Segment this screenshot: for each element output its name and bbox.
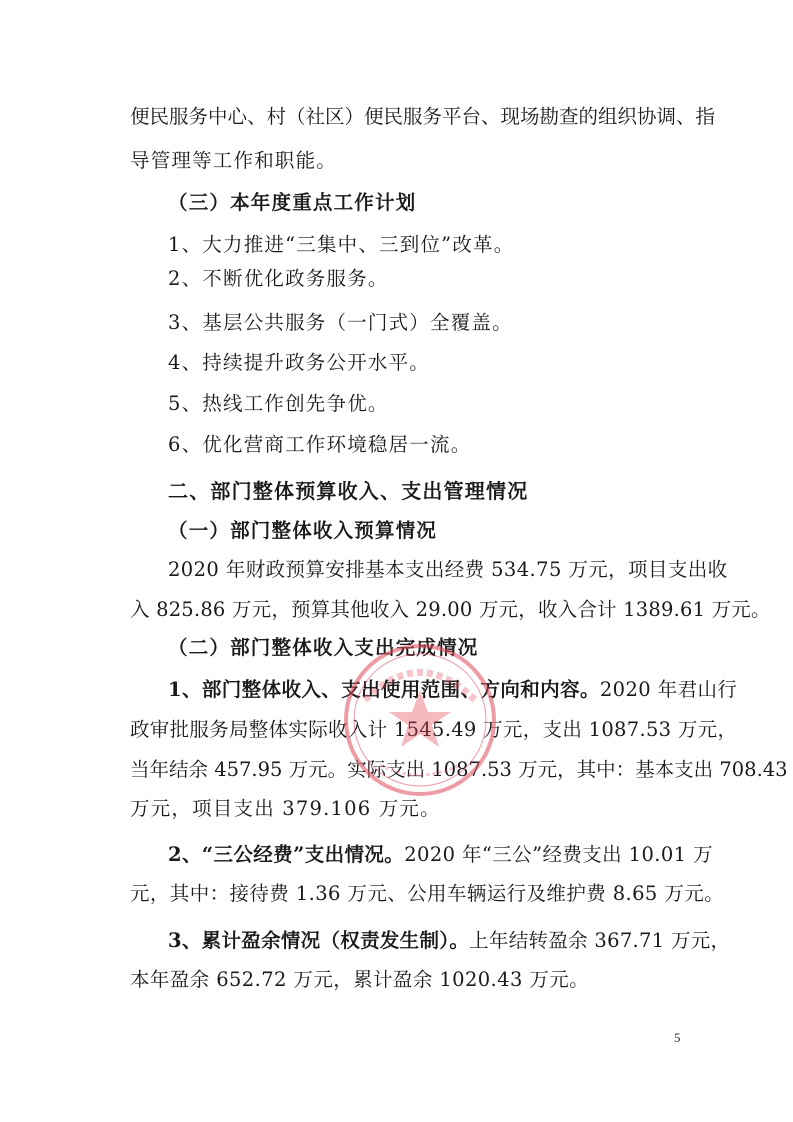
section-heading: （二）部门整体收入支出完成情况 [168,636,479,659]
text-line: 导管理等工作和职能。 [130,149,338,172]
list-item: 1、大力推进“三集中、三到位”改革。 [168,233,515,256]
section-heading: （一）部门整体收入预算情况 [168,519,438,542]
text-line: 政审批服务局整体实际收入计 1545.49 万元，支出 1087.53 万元， [130,718,738,741]
list-item: 2、不断优化政务服务。 [168,267,389,290]
text-run: 上年结转盈余 367.71 万元， [469,929,731,952]
text-line: 万元，项目支出 379.106 万元。 [130,797,441,820]
list-item: 4、持续提升政务公开水平。 [168,351,431,374]
section-heading: （三）本年度重点工作计划 [168,191,417,214]
text-line: 元，其中：接待费 1.36 万元、公用车辆运行及维护费 8.65 万元。 [130,882,725,905]
text-line: 便民服务中心、村（社区）便民服务平台、现场勘查的组织协调、指 [130,105,716,128]
list-item: 5、热线工作创先争优。 [168,392,389,415]
list-item: 3、基层公共服务（一门式）全覆盖。 [168,311,513,334]
bold-lead: 1、部门整体收入、支出使用范围、方向和内容。 [168,678,600,701]
official-seal-stamp [340,640,500,800]
text-line [168,842,713,868]
page-number: 5 [674,1030,681,1045]
text-line: 入 825.86 万元，预算其他收入 29.00 万元，收入合计 1389.61 万元。 [130,598,771,621]
text-line [168,928,731,954]
bold-lead: 3、累计盈余情况（权责发生制）。 [168,929,470,952]
text-line: 2020 年财政预算安排基本支出经费 534.75 万元，项目支出收 [168,558,728,581]
text-run: 2020 年君山行 [599,678,738,701]
bold-lead: 2、“三公经费”支出情况。 [168,843,405,866]
seal-mark [346,646,494,794]
list-item: 6、优化营商工作环境稳居一流。 [168,433,472,456]
text-run: 2020 年“三公”经费支出 10.01 万 [404,843,713,866]
text-line: 本年盈余 652.72 万元，累计盈余 1020.43 万元。 [130,968,590,991]
chapter-heading: 二、部门整体预算收入、支出管理情况 [168,479,529,503]
text-line: 当年结余 457.95 万元。实际支出 1087.53 万元，其中：基本支出 708.43 [130,758,788,781]
